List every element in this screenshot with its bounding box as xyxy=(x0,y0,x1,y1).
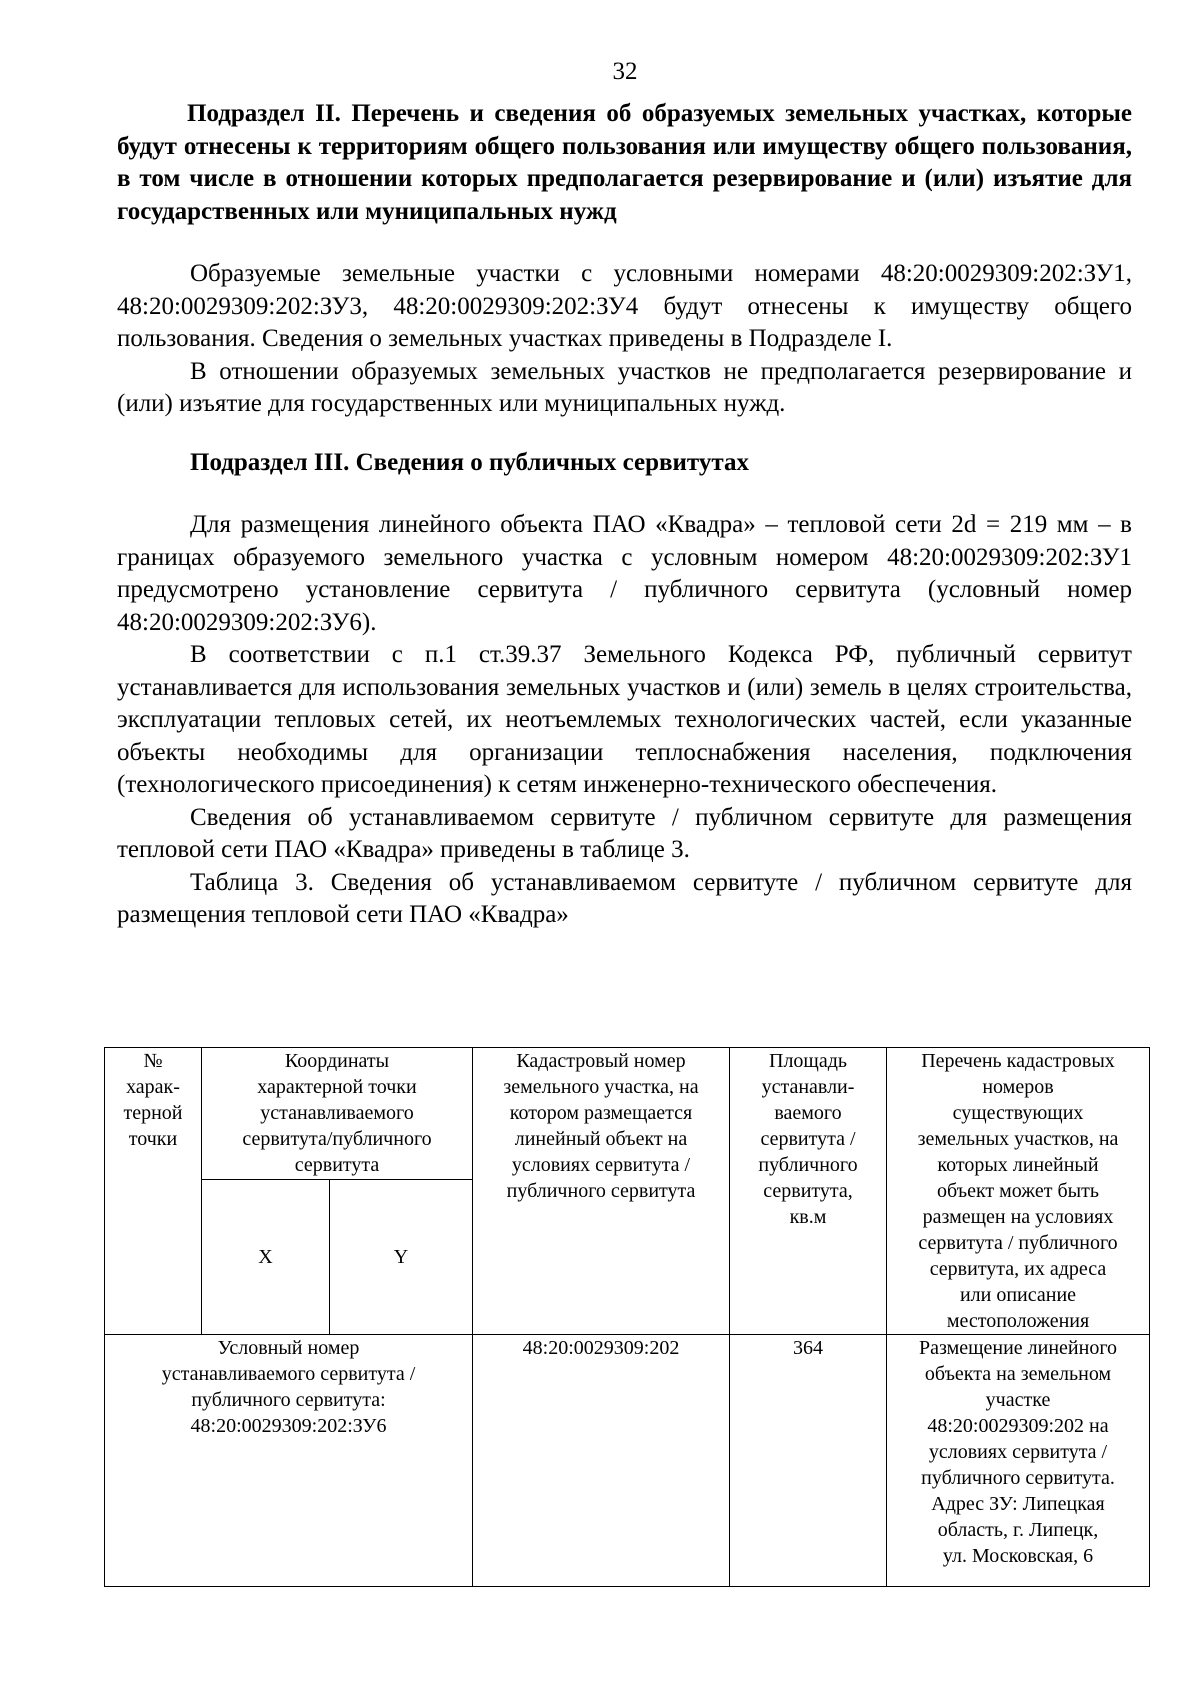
table-caption: Таблица 3. Сведения об устанавливаемом сервитуте / публичном сервитуте для размещения тепловой сети ПАО «Квадра» xyxy=(117,868,1132,928)
row-conditional-number: Условный номер устанавливаемого сервитута / публичного сервитута: 48:20:0029309:202:ЗУ6 xyxy=(105,1335,473,1587)
header-cadastral-list: Перечень кадастровых номеров существующих земельных участков, на которых линейный объект может быть размещен на условиях сервитута / публичного сервитута, их адреса или описание местоположения xyxy=(887,1048,1150,1335)
subsection-2-paragraph-1: Образуемые земельные участки с условными номерами 48:20:0029309:202:ЗУ1, 48:20:0029309:202:ЗУ3, 48:20:0029309:202:ЗУ4 будут отнесены к имуществу общего пользования. Сведения о земельных участках приведены в Подразделе I. xyxy=(117,260,1132,352)
row-description: Размещение линейного объекта на земельном участке 48:20:0029309:202 на условиях сервитута / публичного сервитута. Адрес ЗУ: Липецкая область, г. Липецк, ул. Московская, 6 xyxy=(887,1335,1150,1587)
servitude-table-wrapper xyxy=(104,1047,1149,1587)
header-y: Y xyxy=(330,1179,473,1334)
header-point-number: № харак- терной точки xyxy=(105,1048,202,1335)
header-area: Площадь устанавли- ваемого сервитута / публичного сервитута, кв.м xyxy=(730,1048,887,1335)
header-cadastral-number: Кадастровый номер земельного участка, на котором размещается линейный объект на условиях сервитута / публичного сервитута xyxy=(473,1048,730,1335)
subsection-2-heading: Подраздел II. Перечень и сведения об образуемых земельных участках, которые будут отнесены к территориям общего пользования или имуществу общего пользования, в том числе в отношении которых предполагается резервирование и (или) изъятие для государственных или муниципальных нужд xyxy=(117,100,1132,225)
header-x: X xyxy=(202,1179,330,1334)
subsection-3-paragraph-1: Для размещения линейного объекта ПАО «Квадра» – тепловой сети 2d = 219 мм – в границах образуемого земельного участка с условным номером 48:20:0029309:202:ЗУ1 предусмотрено установление сервитута / публичного сервитута (условный номер 48:20:0029309:202:ЗУ6). xyxy=(117,511,1132,636)
subsection-3-paragraph-2: В соответствии с п.1 ст.39.37 Земельного Кодекса РФ, публичный сервитут устанавливается для использования земельных участков и (или) земель в целях строительства, эксплуатации тепловых сетей, их неотъемлемых технологических частей, если указанные объекты необходимы для организации теплоснабжения населения, подключения (технологического присоединения) к сетям инженерно-технического обеспечения. xyxy=(117,641,1132,798)
subsection-3-heading: Подраздел III. Сведения о публичных сервитутах xyxy=(190,448,749,476)
header-coordinates: Координаты характерной точки устанавливаемого сервитута/публичного сервитута xyxy=(202,1048,473,1180)
document-body xyxy=(117,98,1132,932)
row-area: 364 xyxy=(730,1335,887,1587)
subsection-3-paragraph-3: Сведения об устанавливаемом сервитуте / публичном сервитуте для размещения тепловой сети ПАО «Квадра» приведены в таблице 3. xyxy=(117,803,1132,863)
subsection-2-paragraph-2: В отношении образуемых земельных участков не предполагается резервирование и (или) изъятие для государственных или муниципальных нужд. xyxy=(117,357,1132,417)
page-number: 32 xyxy=(612,58,638,85)
table-header-row-1 xyxy=(105,1048,1150,1180)
row-cadastral-number: 48:20:0029309:202 xyxy=(473,1335,730,1587)
servitude-table xyxy=(104,1047,1150,1587)
table-row xyxy=(105,1335,1150,1587)
